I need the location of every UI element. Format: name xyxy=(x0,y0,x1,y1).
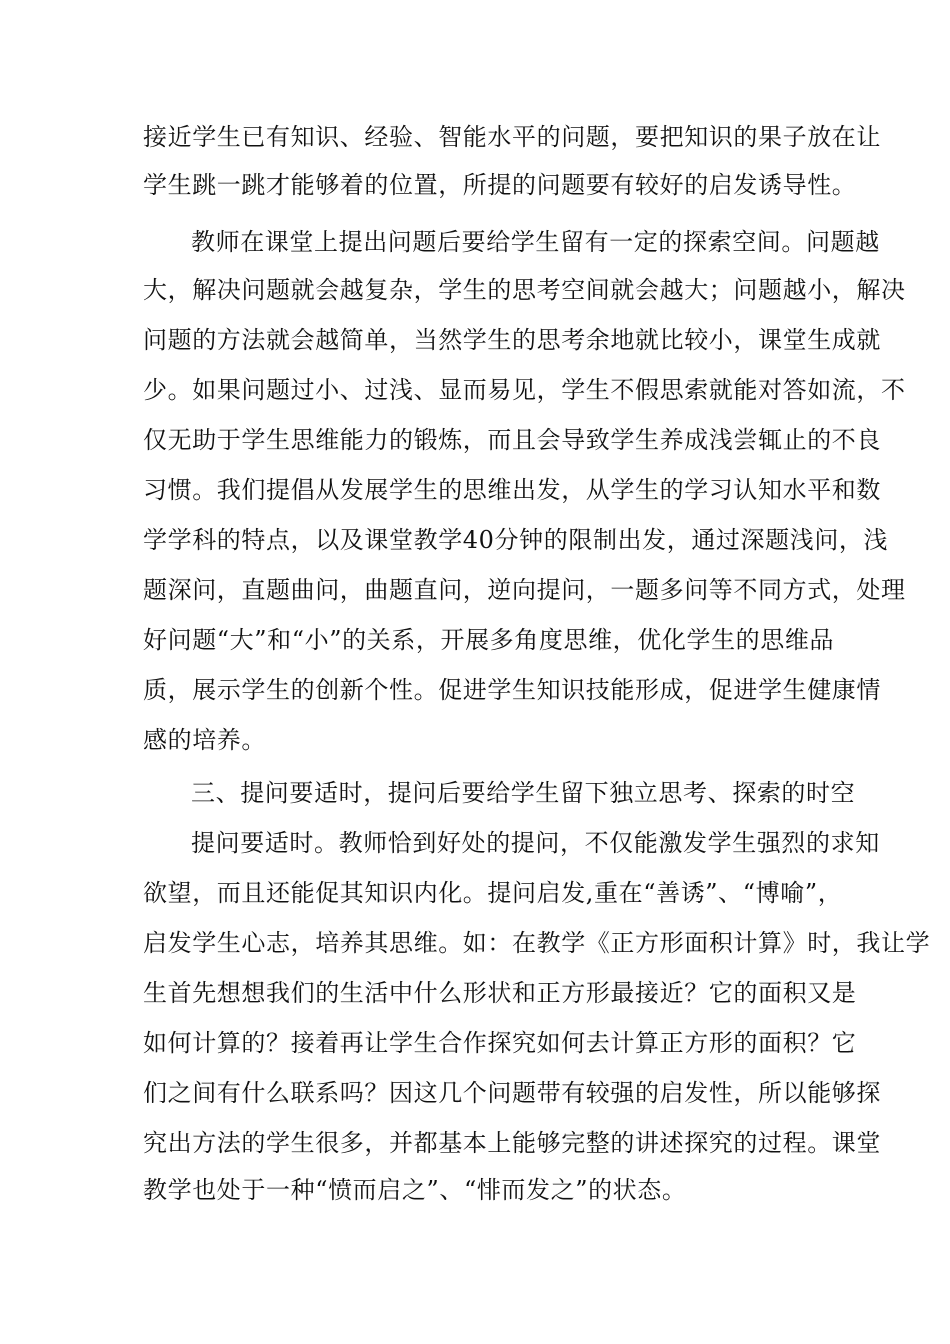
text-line: 学生跳一跳才能够着的位置，所提的问题要有较好的启发诱导性。 xyxy=(143,171,857,199)
text-line: 们之间有什么联系吗？因这几个问题带有较强的启发性，所以能够探 xyxy=(143,1079,881,1107)
text-line: 如何计算的？接着再让学生合作探究如何去计算正方形的面积？它 xyxy=(143,1029,857,1057)
text-line: 好问题“大”和“小”的关系，开展多角度思维，优化学生的思维品 xyxy=(143,626,835,654)
text-line: 究出方法的学生很多，并都基本上能够完整的讲述探究的过程。课堂 xyxy=(143,1129,881,1157)
text-line: 学学科的特点，以及课堂教学40分钟的限制出发，通过深题浅问，浅 xyxy=(143,526,889,554)
text-line: 大，解决问题就会越复杂，学生的思考空间就会越大；问题越小，解决 xyxy=(143,276,906,304)
text-line: 题深问，直题曲问，曲题直问，逆向提问，一题多问等不同方式，处理 xyxy=(143,576,906,604)
text-line: 欲望，而且还能促其知识内化。提问启发,重在“善诱”、“博喻”， xyxy=(143,879,843,907)
text-line: 启发学生心志，培养其思维。如：在教学《正方形面积计算》时，我让学 xyxy=(143,929,931,957)
text-line: 教学也处于一种“愤而启之”、“悱而发之”的状态。 xyxy=(143,1176,687,1204)
text-line: 质，展示学生的创新个性。促进学生知识技能形成，促进学生健康情 xyxy=(143,676,881,704)
text-line: 接近学生已有知识、经验、智能水平的问题，要把知识的果子放在让 xyxy=(143,123,881,151)
text-line: 少。如果问题过小、过浅、显而易见，学生不假思索就能对答如流，不 xyxy=(143,376,906,404)
text-line: 仅无助于学生思维能力的锻炼，而且会导致学生养成浅尝辄止的不良 xyxy=(143,426,881,454)
paragraph-first-line: 教师在课堂上提出问题后要给学生留有一定的探索空间。问题越 xyxy=(191,228,880,256)
text-line: 习惯。我们提倡从发展学生的思维出发，从学生的学习认知水平和数 xyxy=(143,476,881,504)
paragraph-first-line: 提问要适时。教师恰到好处的提问，不仅能激发学生强烈的求知 xyxy=(191,829,880,857)
section-heading: 三、提问要适时，提问后要给学生留下独立思考、探索的时空 xyxy=(191,779,856,807)
text-line: 生首先想想我们的生活中什么形状和正方形最接近？它的面积又是 xyxy=(143,979,857,1007)
text-line: 问题的方法就会越简单，当然学生的思考余地就比较小，课堂生成就 xyxy=(143,326,881,354)
text-line: 感的培养。 xyxy=(143,726,266,754)
